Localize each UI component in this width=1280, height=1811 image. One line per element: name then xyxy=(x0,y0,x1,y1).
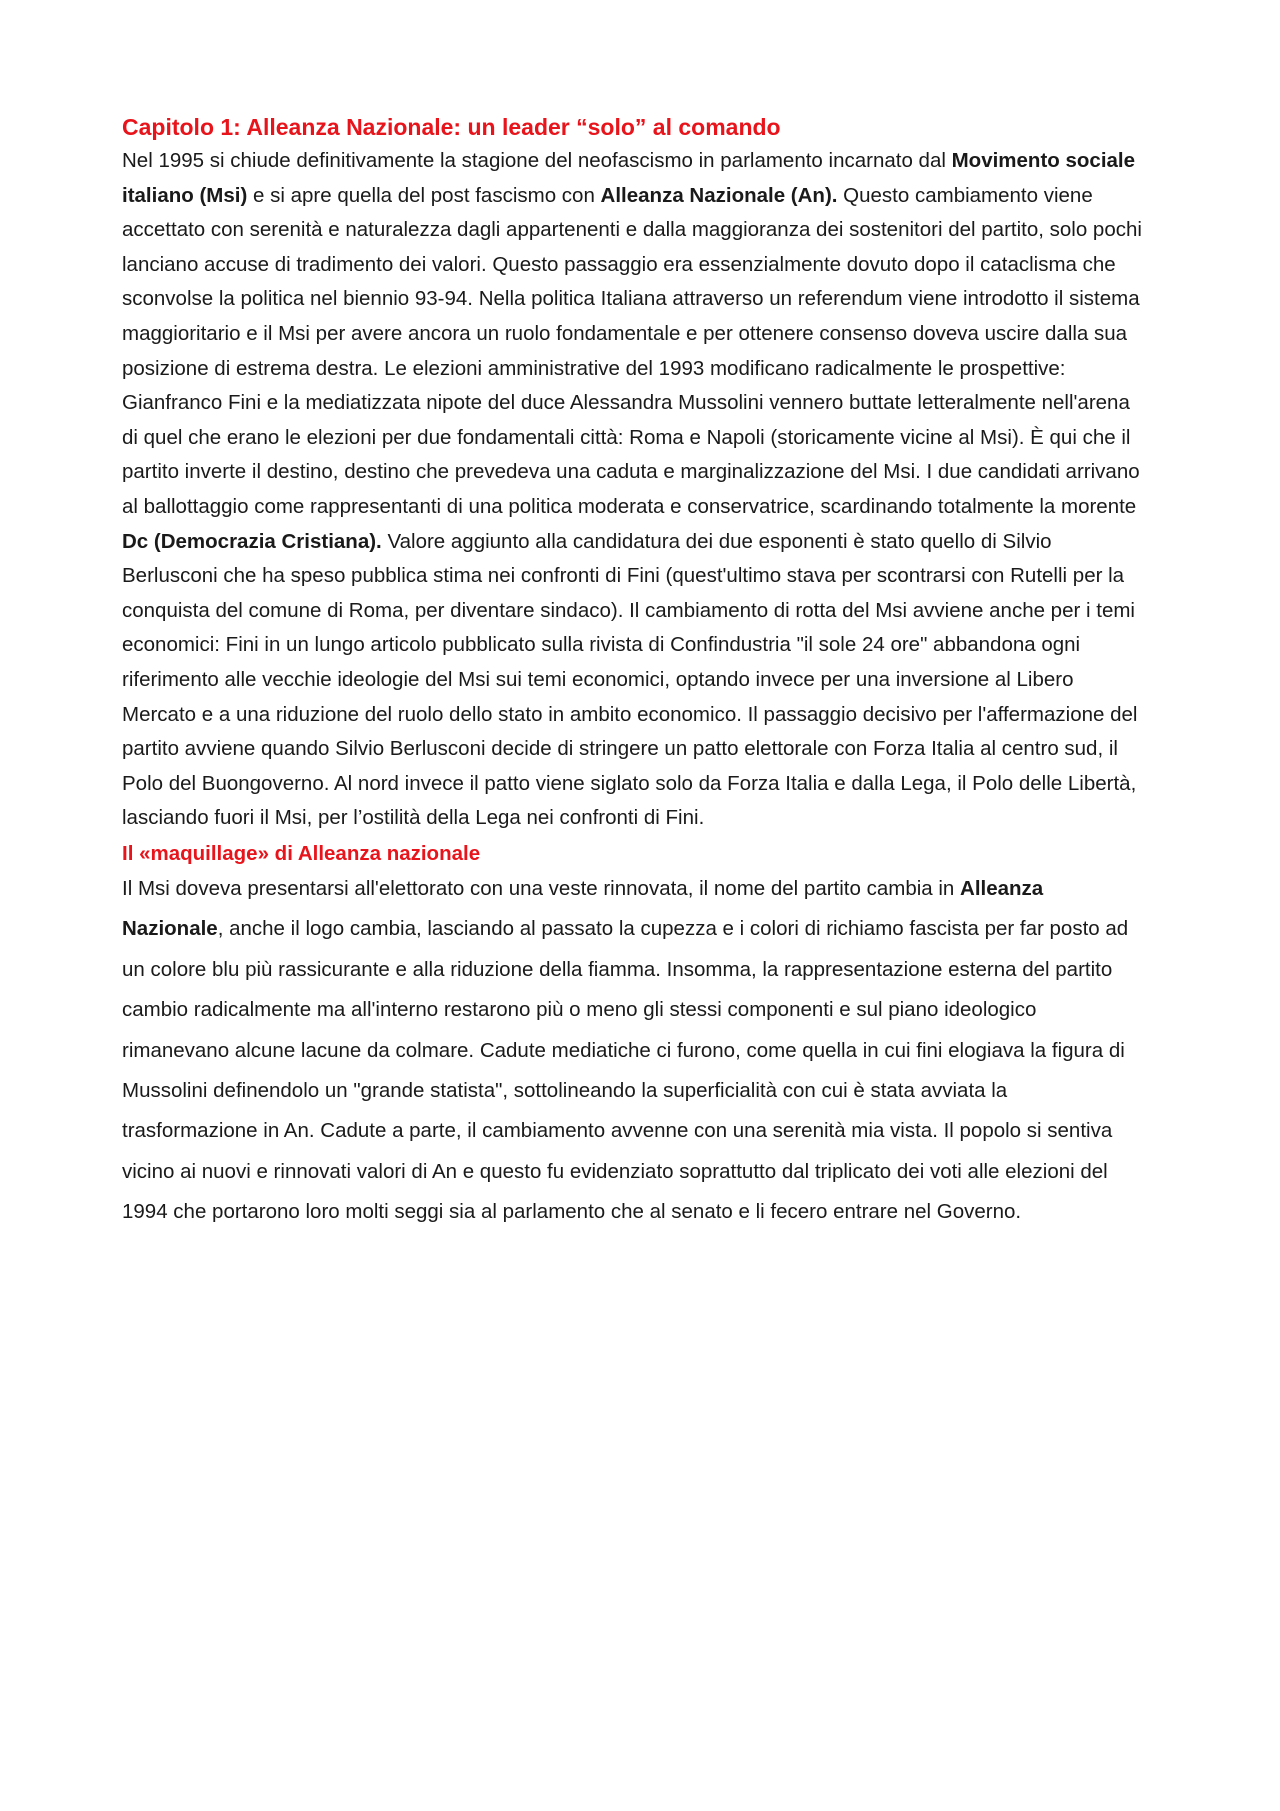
bold-text-run: Movimento sociale italiano (Msi) xyxy=(122,149,1136,207)
document-body xyxy=(122,110,1142,1233)
text-run: Nel 1995 si chiude definitivamente la stagione del neofascismo in parlamento incarnato dal xyxy=(122,149,952,172)
text-run: Questo cambiamento viene accettato con serenità e naturalezza dagli appartenenti e dalla maggioranza dei sostenitori del partito, solo pochi lanciano accuse di tradimento dei valori. Questo passaggio era essenzialmente dovuto dopo il cataclisma che sconvolse la politica nel biennio 93-94. Nella politica Italiana attraverso un referendum viene introdotto il sistema maggioritario e il Msi per avere ancora un ruolo fondamentale e per ottenere consenso doveva uscire dalla sua posizione di estrema destra. Le elezioni amministrative del 1993 modificano radicalmente le prospettive: Gianfranco Fini e la mediatizzata nipote del duce Alessandra Mussolini vennero buttate letteralmente nell'arena di quel che erano le elezioni per due fondamentali città: Roma e Napoli (storicamente vicine al Msi). È qui che il partito inverte il destino, destino che prevedeva una caduta e marginalizzazione del Msi. I due candidati arrivano al ballottaggio come rappresentanti di una politica moderata e conservatrice, scardinando totalmente la morente xyxy=(122,183,1142,518)
chapter-title: Capitolo 1: Alleanza Nazionale: un leader “solo” al comando xyxy=(122,114,781,140)
bold-text-run: Dc (Democrazia Cristiana). xyxy=(122,529,382,553)
text-run: e si apre quella del post fascismo con xyxy=(247,183,601,207)
paragraph-intro xyxy=(122,144,1142,836)
text-run: , anche il logo cambia, lasciando al passato la cupezza e i colori di richiamo fascista per far posto ad un colore blu più rassicurante e alla riduzione della fiamma. Insomma, la rappresentazione esterna del partito cambio radicalmente ma all'interno restarono più o meno gli stessi componenti e sul piano ideologico rimanevano alcune lacune da colmare. Cadute mediatiche ci furono, come quella in cui fini elogiava la figura di Mussolini definendolo un "grande statista", sottolineando la superficialità con cui è stata avviata la trasformazione in An. Cadute a parte, il cambiamento avvenne con una serenità mia vista. Il popolo si sentiva vicino ai nuovi e rinnovati valori di An e questo fu evidenziato soprattutto dal triplicato dei voti alle elezioni del 1994 che portarono loro molti seggi sia al parlamento che al senato e li fecero entrare nel Governo. xyxy=(122,917,1129,1224)
section-title: Il «maquillage» di Alleanza nazionale xyxy=(122,841,481,865)
text-run: Il Msi doveva presentarsi all'elettorato con una veste rinnovata, il nome del partito cambia in xyxy=(122,876,961,900)
bold-text-run: Alleanza Nazionale (An). xyxy=(600,183,838,207)
bold-text-run: Alleanza Nazionale xyxy=(122,876,1044,941)
paragraph-maquillage xyxy=(122,869,1142,1233)
text-run: Valore aggiunto alla candidatura dei due esponenti è stato quello di Silvio Berlusconi che ha speso pubblica stima nei confronti di Fini (quest'ultimo stava per scontrarsi con Rutelli per la conquista del comune di Roma, per diventare sindaco). Il cambiamento di rotta del Msi avviene anche per i temi economici: Fini in un lungo articolo pubblicato sulla rivista di Confindustria "il sole 24 ore" abbandona ogni riferimento alle vecchie ideologie del Msi sui temi economici, optando invece per una inversione al Libero Mercato e a una riduzione del ruolo dello stato in ambito economico. Il passaggio decisivo per l'affermazione del partito avviene quando Silvio Berlusconi decide di stringere un patto elettorale con Forza Italia al centro sud, il Polo del Buongoverno. Al nord invece il patto viene siglato solo da Forza Italia e dalla Lega, il Polo delle Libertà, lasciando fuori il Msi, per l’ostilità della Lega nei confronti di Fini. xyxy=(122,529,1138,830)
